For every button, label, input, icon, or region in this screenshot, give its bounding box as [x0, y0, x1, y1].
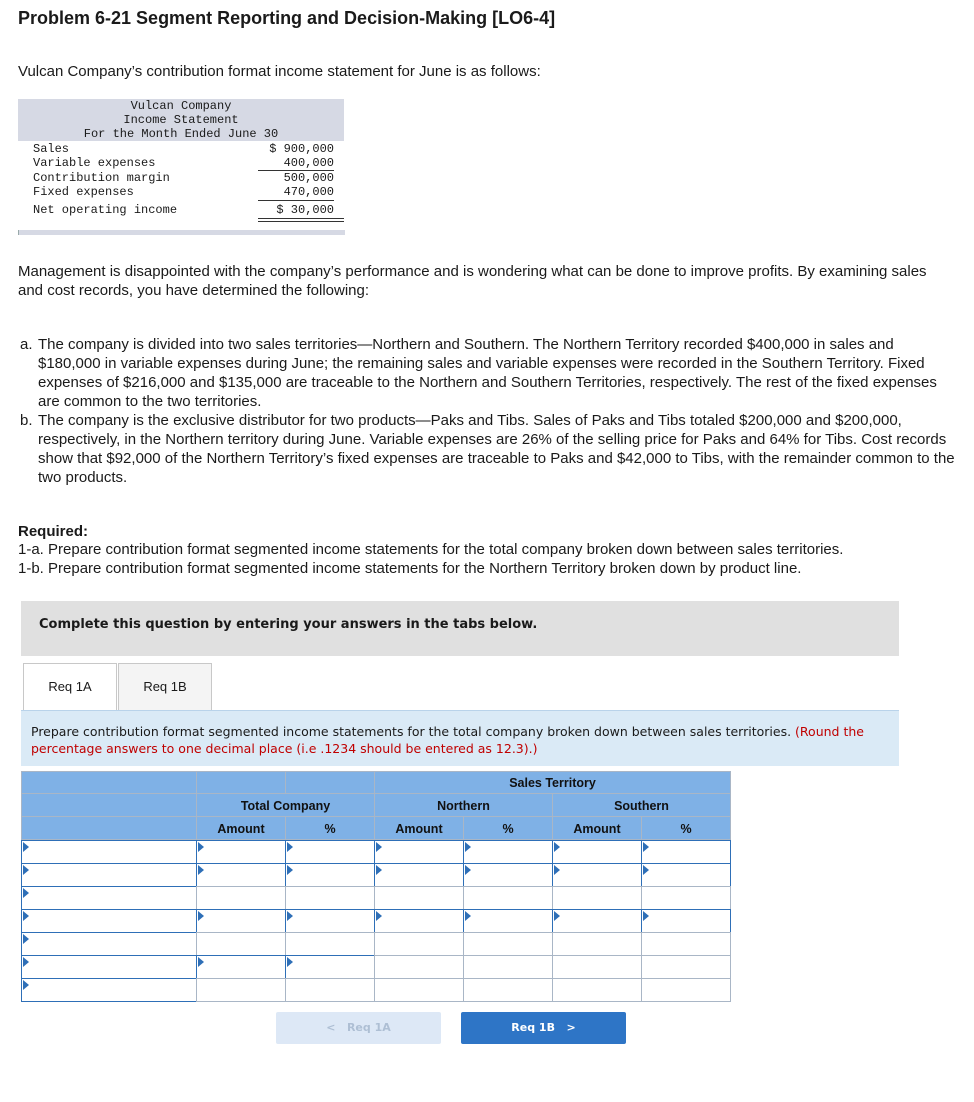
list-item: a. The company is divided into two sales territories—Northern and Southern. The Northern Territory recorded $400,000 in sales and $180,000 in variable expenses during June; the remaining sales and variable expenses were recorded in the Southern Territory. Fixed expenses of $216,000 and $135,000 are traceable to the Northern and Southern Territories, respectively. The rest of the fixed expenses are common to the two territories. — [20, 336, 937, 410]
cell-input[interactable] — [286, 933, 374, 955]
complete-banner — [21, 601, 899, 656]
cell-input[interactable] — [642, 864, 730, 886]
header-percent: % — [463, 816, 553, 840]
statement-company: Vulcan Company — [130, 99, 232, 113]
cell-input[interactable] — [375, 841, 463, 863]
cell-input[interactable] — [22, 864, 196, 886]
cell-input[interactable] — [375, 910, 463, 932]
cell-input[interactable] — [553, 841, 641, 863]
answer-input[interactable] — [285, 955, 375, 979]
cell-input[interactable] — [286, 956, 374, 978]
cell-input[interactable] — [553, 887, 641, 909]
answer-input[interactable] — [285, 840, 375, 864]
cell-input[interactable] — [642, 910, 730, 932]
cell-input[interactable] — [642, 956, 730, 978]
cell-input[interactable] — [464, 910, 552, 932]
answer-input[interactable] — [463, 978, 553, 1002]
answer-input[interactable] — [463, 932, 553, 956]
required-heading: Required: — [18, 523, 89, 540]
statement-scrollbar[interactable] — [18, 230, 345, 235]
answer-input[interactable] — [463, 909, 553, 933]
header-percent: % — [285, 816, 375, 840]
answer-input[interactable] — [374, 840, 464, 864]
cell-input[interactable] — [464, 864, 552, 886]
answer-input[interactable] — [196, 840, 286, 864]
cell-input[interactable] — [642, 841, 730, 863]
line-label: Contribution margin — [33, 171, 170, 185]
cell-input[interactable] — [553, 910, 641, 932]
row-label-input[interactable] — [21, 840, 197, 864]
cell-input[interactable] — [553, 933, 641, 955]
cell-input[interactable] — [286, 841, 374, 863]
answer-input[interactable] — [374, 978, 464, 1002]
header-blank — [21, 793, 197, 817]
cell-input[interactable] — [375, 887, 463, 909]
answer-input[interactable] — [196, 978, 286, 1002]
answer-input[interactable] — [552, 978, 642, 1002]
cell-input[interactable] — [22, 956, 196, 978]
line-label: Variable expenses — [33, 156, 156, 170]
cell-input[interactable] — [642, 887, 730, 909]
rounding-note: (Round the percentage answers to one decimal place (i.e .1234 should be entered as 12.3).) — [31, 724, 864, 756]
answer-input[interactable] — [641, 863, 731, 887]
answer-input[interactable] — [641, 932, 731, 956]
answer-input[interactable] — [285, 886, 375, 910]
statement-name: Income Statement — [123, 113, 239, 127]
row-label-input[interactable] — [21, 863, 197, 887]
answer-input[interactable] — [374, 886, 464, 910]
cell-input[interactable] — [22, 887, 196, 909]
cell-input[interactable] — [642, 979, 730, 1001]
header-blank — [21, 771, 197, 794]
answer-input[interactable] — [285, 932, 375, 956]
cell-input[interactable] — [375, 933, 463, 955]
cell-input[interactable] — [464, 841, 552, 863]
header-blank — [196, 771, 286, 794]
cell-input[interactable] — [286, 910, 374, 932]
cell-input[interactable] — [375, 979, 463, 1001]
cell-input[interactable] — [464, 933, 552, 955]
answer-input[interactable] — [463, 863, 553, 887]
cell-input[interactable] — [197, 864, 285, 886]
cell-input[interactable] — [553, 864, 641, 886]
answer-input[interactable] — [552, 932, 642, 956]
statement-line — [18, 171, 344, 185]
statement-header — [18, 99, 344, 141]
header-amount: Amount — [196, 816, 286, 840]
cell-input[interactable] — [375, 956, 463, 978]
cell-input[interactable] — [642, 933, 730, 955]
cell-input[interactable] — [197, 841, 285, 863]
cell-input[interactable] — [553, 956, 641, 978]
answer-input[interactable] — [641, 886, 731, 910]
answer-input[interactable] — [196, 863, 286, 887]
prev-button[interactable]: < Req 1A — [276, 1012, 441, 1044]
answer-input[interactable] — [552, 863, 642, 887]
line-value: $ 30,000 — [276, 203, 334, 217]
answer-input[interactable] — [374, 955, 464, 979]
statement-line — [18, 142, 344, 156]
answer-input[interactable] — [552, 955, 642, 979]
cell-input[interactable] — [197, 933, 285, 955]
answer-input[interactable] — [196, 886, 286, 910]
header-sales-territory: Sales Territory — [374, 771, 731, 794]
page-title: Problem 6-21 Segment Reporting and Decision-Making [LO6-4] — [18, 8, 556, 28]
cell-input[interactable] — [197, 910, 285, 932]
cell-input[interactable] — [22, 979, 196, 1001]
cell-input[interactable] — [286, 979, 374, 1001]
total-rule — [258, 218, 344, 219]
cell-input[interactable] — [197, 887, 285, 909]
intro-text: Vulcan Company’s contribution format income statement for June is as follows: — [18, 63, 541, 80]
header-percent: % — [641, 816, 731, 840]
tab-req-1a[interactable]: Req 1A — [23, 663, 117, 712]
answer-input[interactable] — [374, 909, 464, 933]
cell-input[interactable] — [22, 933, 196, 955]
cell-input[interactable] — [286, 887, 374, 909]
answer-input[interactable] — [374, 863, 464, 887]
line-label: Net operating income — [33, 203, 178, 217]
header-total-company: Total Company — [196, 793, 375, 817]
next-button[interactable]: Req 1B > — [461, 1012, 626, 1044]
management-text: Management is disappointed with the company’s performance and is wondering what can be done to improve profits. By examining sales and cost records, you have determined the following: — [18, 263, 927, 299]
statement-line — [18, 185, 344, 199]
cell-input[interactable] — [22, 910, 196, 932]
cell-input[interactable] — [197, 956, 285, 978]
header-amount: Amount — [552, 816, 642, 840]
required-line: 1-b. Prepare contribution format segmented income statements for the Northern Territory broken down by product line. — [18, 560, 802, 577]
cell-input[interactable] — [464, 956, 552, 978]
row-label-input[interactable] — [21, 978, 197, 1002]
answer-input[interactable] — [463, 886, 553, 910]
answer-input[interactable] — [196, 909, 286, 933]
header-northern: Northern — [374, 793, 553, 817]
answer-input[interactable] — [641, 840, 731, 864]
cell-input[interactable] — [553, 979, 641, 1001]
line-value: 400,000 — [283, 156, 334, 170]
header-southern: Southern — [552, 793, 731, 817]
row-label-input[interactable] — [21, 955, 197, 979]
subtotal-rule — [258, 200, 334, 201]
header-blank — [21, 816, 197, 840]
answer-input[interactable] — [196, 932, 286, 956]
header-amount: Amount — [374, 816, 464, 840]
line-label: Fixed expenses — [33, 185, 134, 199]
statement-line — [18, 203, 344, 217]
answer-input[interactable] — [196, 955, 286, 979]
statement-line — [18, 156, 344, 170]
line-value: 470,000 — [283, 185, 334, 199]
instruction-text: Prepare contribution format segmented income statements for the total company broken down between sales territories. (Round the percentage answers to one decimal place (i.e .1234 should be entered as 12.3).) — [31, 724, 864, 756]
answer-input[interactable] — [552, 886, 642, 910]
instruction-box — [21, 710, 899, 766]
answer-input[interactable] — [285, 909, 375, 933]
cell-input[interactable] — [464, 979, 552, 1001]
tab-req-1b[interactable]: Req 1B — [118, 663, 212, 711]
row-label-input[interactable] — [21, 886, 197, 910]
facts-list — [20, 335, 960, 487]
line-value: 500,000 — [283, 171, 334, 185]
complete-text: Complete this question by entering your answers in the tabs below. — [39, 617, 538, 632]
list-item: b. The company is the exclusive distributor for two products—Paks and Tibs. Sales of Paks and Tibs totaled $200,000 and $200,000, respectively, in the Northern territory during June. Variable expenses are 26% of the selling price for Paks and 64% for Tibs. Cost records show that $92,000 of the Northern Territory’s fixed expenses are traceable to Paks and $42,000 to Tibs, with the remainder common to the two products. — [20, 412, 955, 486]
answer-input[interactable] — [463, 955, 553, 979]
answer-input[interactable] — [463, 840, 553, 864]
answer-input[interactable] — [641, 978, 731, 1002]
total-rule — [258, 221, 344, 222]
answer-input[interactable] — [552, 909, 642, 933]
answer-input[interactable] — [285, 863, 375, 887]
required-line: 1-a. Prepare contribution format segmented income statements for the total company broken down between sales territories. — [18, 541, 844, 558]
answer-input[interactable] — [374, 932, 464, 956]
answer-input[interactable] — [641, 909, 731, 933]
row-label-input[interactable] — [21, 909, 197, 933]
cell-input[interactable] — [286, 864, 374, 886]
answer-input[interactable] — [641, 955, 731, 979]
answer-input[interactable] — [285, 978, 375, 1002]
line-label: Sales — [33, 142, 70, 156]
cell-input[interactable] — [22, 841, 196, 863]
statement-period: For the Month Ended June 30 — [83, 127, 279, 141]
cell-input[interactable] — [464, 887, 552, 909]
cell-input[interactable] — [375, 864, 463, 886]
header-blank — [285, 771, 375, 794]
row-label-input[interactable] — [21, 932, 197, 956]
line-value: $ 900,000 — [269, 142, 334, 156]
answer-input[interactable] — [552, 840, 642, 864]
cell-input[interactable] — [197, 979, 285, 1001]
income-statement — [18, 99, 344, 235]
